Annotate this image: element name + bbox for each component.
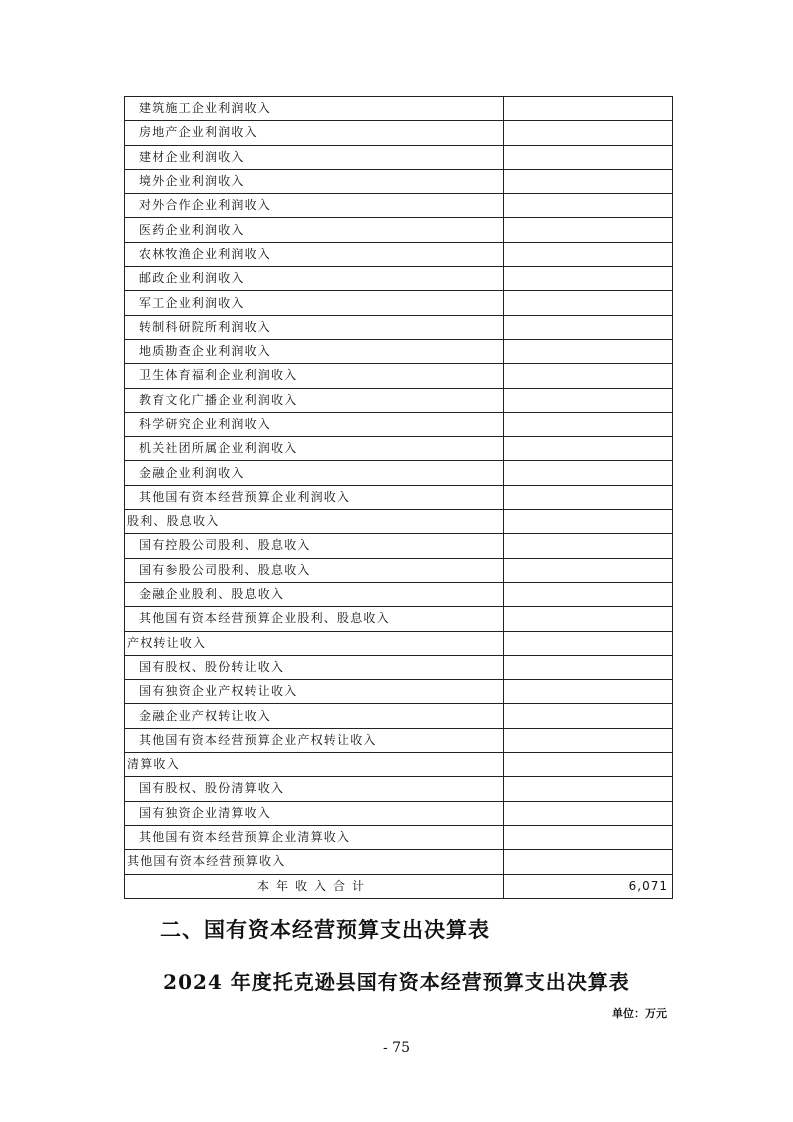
row-value — [504, 728, 673, 752]
row-value — [504, 777, 673, 801]
row-value — [504, 825, 673, 849]
income-table-body — [125, 97, 673, 875]
table-row — [125, 291, 673, 315]
row-value — [504, 510, 673, 534]
row-value — [504, 194, 673, 218]
income-table — [124, 96, 673, 899]
table-row — [125, 145, 673, 169]
row-value — [504, 169, 673, 193]
row-value — [504, 291, 673, 315]
table-row — [125, 534, 673, 558]
table-row — [125, 680, 673, 704]
row-label: 股利、股息收入 — [125, 510, 504, 534]
row-value — [504, 218, 673, 242]
row-label: 国有股权、股份清算收入 — [125, 777, 504, 801]
table-row — [125, 242, 673, 266]
table-row — [125, 728, 673, 752]
row-value — [504, 388, 673, 412]
row-label: 清算收入 — [125, 753, 504, 777]
table-row — [125, 437, 673, 461]
row-label: 建材企业利润收入 — [125, 145, 504, 169]
row-value — [504, 339, 673, 363]
row-label: 房地产企业利润收入 — [125, 121, 504, 145]
table-row — [125, 631, 673, 655]
row-label: 其他国有资本经营预算收入 — [125, 850, 504, 874]
table-row — [125, 364, 673, 388]
row-label: 邮政企业利润收入 — [125, 267, 504, 291]
row-value — [504, 655, 673, 679]
total-value: 6,071 — [504, 874, 673, 898]
total-label: 本年收入合计 — [125, 874, 504, 898]
row-value — [504, 412, 673, 436]
row-label: 机关社团所属企业利润收入 — [125, 437, 504, 461]
table-row — [125, 753, 673, 777]
row-value — [504, 558, 673, 582]
section-heading: 二、国有资本经营预算支出决算表 — [160, 917, 490, 942]
table-row — [125, 267, 673, 291]
table-row — [125, 558, 673, 582]
table-row — [125, 461, 673, 485]
row-label: 其他国有资本经营预算企业利润收入 — [125, 485, 504, 509]
row-label: 医药企业利润收入 — [125, 218, 504, 242]
table-row — [125, 388, 673, 412]
table-row — [125, 825, 673, 849]
row-value — [504, 850, 673, 874]
row-label: 其他国有资本经营预算企业产权转让收入 — [125, 728, 504, 752]
row-label: 金融企业股利、股息收入 — [125, 582, 504, 606]
row-label: 转制科研院所利润收入 — [125, 315, 504, 339]
table-row — [125, 169, 673, 193]
table-row — [125, 801, 673, 825]
row-label: 国有参股公司股利、股息收入 — [125, 558, 504, 582]
row-value — [504, 801, 673, 825]
row-value — [504, 753, 673, 777]
row-value — [504, 242, 673, 266]
page-number: - 75 — [383, 1040, 410, 1056]
row-label: 国有独资企业清算收入 — [125, 801, 504, 825]
table-row — [125, 218, 673, 242]
row-value — [504, 145, 673, 169]
table-row — [125, 850, 673, 874]
row-label: 科学研究企业利润收入 — [125, 412, 504, 436]
row-label: 产权转让收入 — [125, 631, 504, 655]
row-label: 其他国有资本经营预算企业清算收入 — [125, 825, 504, 849]
table-row — [125, 97, 673, 121]
table-row — [125, 194, 673, 218]
row-value — [504, 534, 673, 558]
table-title: 2024 年度托克逊县国有资本经营预算支出决算表 — [163, 970, 630, 994]
table-row — [125, 412, 673, 436]
row-label: 军工企业利润收入 — [125, 291, 504, 315]
total-row — [125, 874, 673, 898]
table-row — [125, 510, 673, 534]
row-value — [504, 704, 673, 728]
table-row — [125, 582, 673, 606]
table-row — [125, 485, 673, 509]
row-label: 国有独资企业产权转让收入 — [125, 680, 504, 704]
table-row — [125, 315, 673, 339]
row-value — [504, 315, 673, 339]
row-value — [504, 631, 673, 655]
row-value — [504, 437, 673, 461]
row-label: 对外合作企业利润收入 — [125, 194, 504, 218]
row-value — [504, 364, 673, 388]
table-row — [125, 704, 673, 728]
row-label: 其他国有资本经营预算企业股利、股息收入 — [125, 607, 504, 631]
table-row — [125, 655, 673, 679]
row-value — [504, 267, 673, 291]
row-value — [504, 97, 673, 121]
table-row — [125, 339, 673, 363]
row-label: 农林牧渔企业利润收入 — [125, 242, 504, 266]
table-row — [125, 777, 673, 801]
row-label: 卫生体育福利企业利润收入 — [125, 364, 504, 388]
table-row — [125, 121, 673, 145]
row-label: 国有股权、股份转让收入 — [125, 655, 504, 679]
row-label: 金融企业产权转让收入 — [125, 704, 504, 728]
row-value — [504, 121, 673, 145]
row-value — [504, 607, 673, 631]
row-label: 金融企业利润收入 — [125, 461, 504, 485]
row-label: 地质勘查企业利润收入 — [125, 339, 504, 363]
row-label: 建筑施工企业利润收入 — [125, 97, 504, 121]
row-value — [504, 485, 673, 509]
row-label: 国有控股公司股利、股息收入 — [125, 534, 504, 558]
row-label: 教育文化广播企业利润收入 — [125, 388, 504, 412]
row-value — [504, 680, 673, 704]
table-row — [125, 607, 673, 631]
row-value — [504, 582, 673, 606]
unit-label: 单位：万元 — [612, 1007, 667, 1020]
row-label: 境外企业利润收入 — [125, 169, 504, 193]
row-value — [504, 461, 673, 485]
